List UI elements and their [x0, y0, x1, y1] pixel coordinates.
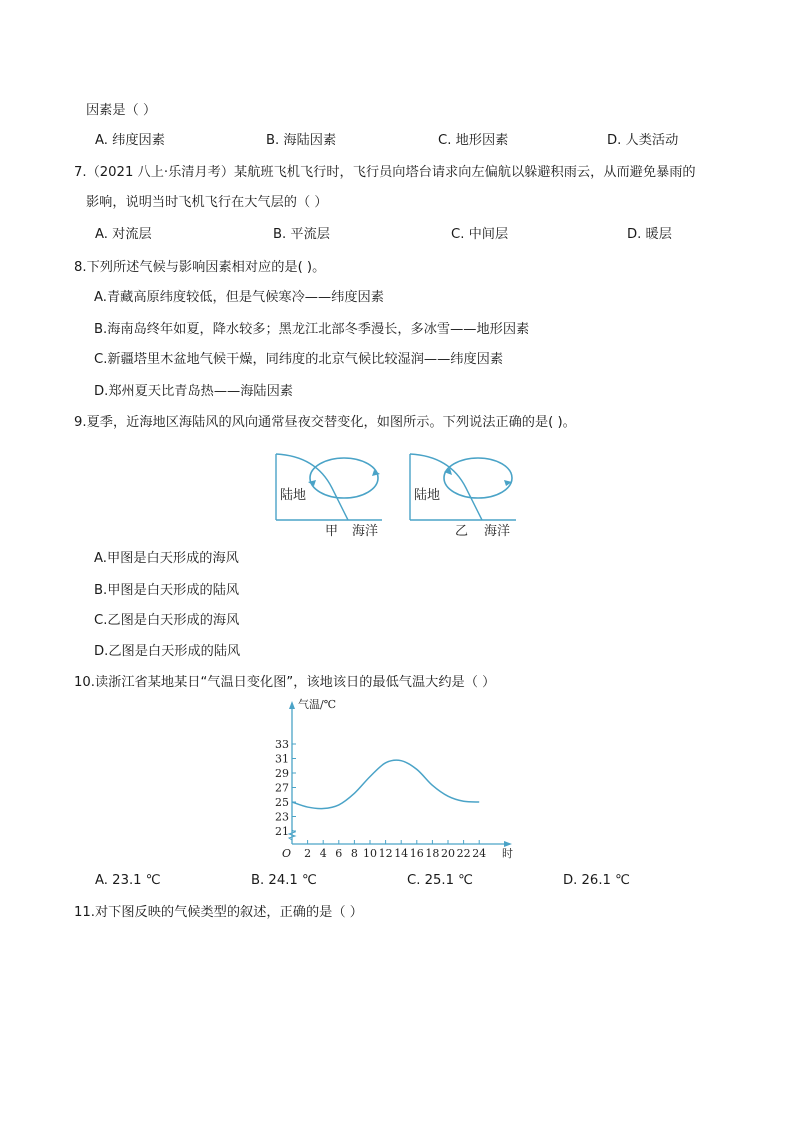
q9-stem: 9.夏季，近海地区海陆风的风向通常昼夜交替变化，如图所示。下列说法正确的是( )。	[74, 415, 576, 430]
y-tick-label: 29	[275, 767, 289, 780]
q10-option-a: A. 23.1 ℃	[95, 873, 161, 888]
land-label: 陆地	[414, 488, 441, 503]
q10-stem: 10.读浙江省某地某日“气温日变化图”，该地该日的最低气温大约是（ ）	[74, 675, 496, 690]
x-tick-label: 14	[394, 847, 409, 860]
x-tick-label: 2	[304, 847, 312, 860]
x-tick-label: 12	[378, 847, 393, 860]
x-tick-label: 18	[425, 847, 440, 860]
q6-stem-continuation: 因素是（ ）	[86, 103, 157, 118]
q11-stem: 11.对下图反映的气候类型的叙述，正确的是（ ）	[74, 905, 363, 920]
q9-option-d: D.乙图是白天形成的陆风	[94, 644, 241, 659]
q8-option-c: C.新疆塔里木盆地气候干燥，同纬度的北京气候比较湿润——纬度因素	[94, 352, 504, 367]
x-tick-label: 24	[472, 847, 487, 860]
figure-panel-yi	[410, 454, 516, 539]
x-tick-label: 22	[456, 847, 471, 860]
x-tick-label: 8	[350, 847, 358, 860]
sea-label: 海洋	[484, 524, 511, 539]
temperature-curve	[292, 760, 479, 808]
y-tick-label: 25	[275, 796, 289, 809]
q6-option-b: B. 海陆因素	[266, 133, 337, 148]
origin-label: O	[282, 847, 292, 860]
y-axis-label: 气温/℃	[298, 698, 337, 711]
figure-panel-jia	[276, 454, 382, 539]
y-tick-label: 23	[275, 810, 289, 824]
q7-option-d: D. 暖层	[627, 227, 672, 242]
x-tick-label: 4	[319, 847, 327, 860]
q8-option-d: D.郑州夏天比青岛热——海陆因素	[94, 384, 293, 399]
figure-mark-jia: 甲	[325, 524, 339, 539]
sea-land-breeze-figure	[270, 448, 525, 540]
y-tick-label: 33	[275, 738, 289, 751]
x-tick-label: 10	[363, 847, 377, 860]
sea-label: 海洋	[352, 524, 379, 539]
q8-option-b: B.海南岛终年如夏，降水较多；黑龙江北部冬季漫长，多冰雪——地形因素	[94, 322, 530, 337]
circulation-loop	[310, 458, 378, 498]
x-tick-label: 20	[441, 847, 455, 860]
q7-stem-line2: 影响，说明当时飞机飞行在大气层的（ ）	[86, 195, 328, 210]
temperature-daily-change-chart	[270, 696, 520, 864]
coast-curve	[410, 454, 482, 520]
x-tick-label: 6	[335, 847, 343, 860]
q9-option-c: C.乙图是白天形成的海风	[94, 613, 240, 628]
q7-option-b: B. 平流层	[273, 227, 330, 242]
q9-option-a: A.甲图是白天形成的海风	[94, 551, 239, 566]
q6-option-c: C. 地形因素	[438, 133, 509, 148]
coast-curve	[276, 454, 348, 520]
q7-option-a: A. 对流层	[95, 227, 152, 242]
q7-stem-line1: 7.（2021 八上·乐清月考）某航班飞机飞行时，飞行员向塔台请求向左偏航以躲避积雨云，从而避免暴雨的	[74, 165, 696, 180]
y-axis-arrow-icon	[289, 701, 295, 709]
q6-option-a: A. 纬度因素	[95, 133, 165, 148]
x-tick-label: 16	[409, 847, 424, 860]
q9-option-b: B.甲图是白天形成的陆风	[94, 583, 240, 598]
circulation-loop	[444, 458, 512, 498]
x-axis-label: 时	[502, 847, 513, 860]
y-tick-label: 31	[275, 752, 289, 766]
q8-stem: 8.下列所述气候与影响因素相对应的是( )。	[74, 260, 326, 275]
figure-mark-yi: 乙	[455, 524, 469, 539]
y-tick-label: 21	[275, 825, 289, 838]
land-label: 陆地	[280, 488, 307, 503]
q7-option-c: C. 中间层	[451, 227, 509, 242]
q10-option-d: D. 26.1 ℃	[563, 873, 630, 888]
q8-option-a: A.青藏高原纬度较低，但是气候寒冷——纬度因素	[94, 290, 384, 305]
q10-option-c: C. 25.1 ℃	[407, 873, 473, 888]
q10-option-b: B. 24.1 ℃	[251, 873, 317, 888]
y-tick-label: 27	[275, 781, 289, 795]
q6-option-d: D. 人类活动	[607, 133, 679, 148]
